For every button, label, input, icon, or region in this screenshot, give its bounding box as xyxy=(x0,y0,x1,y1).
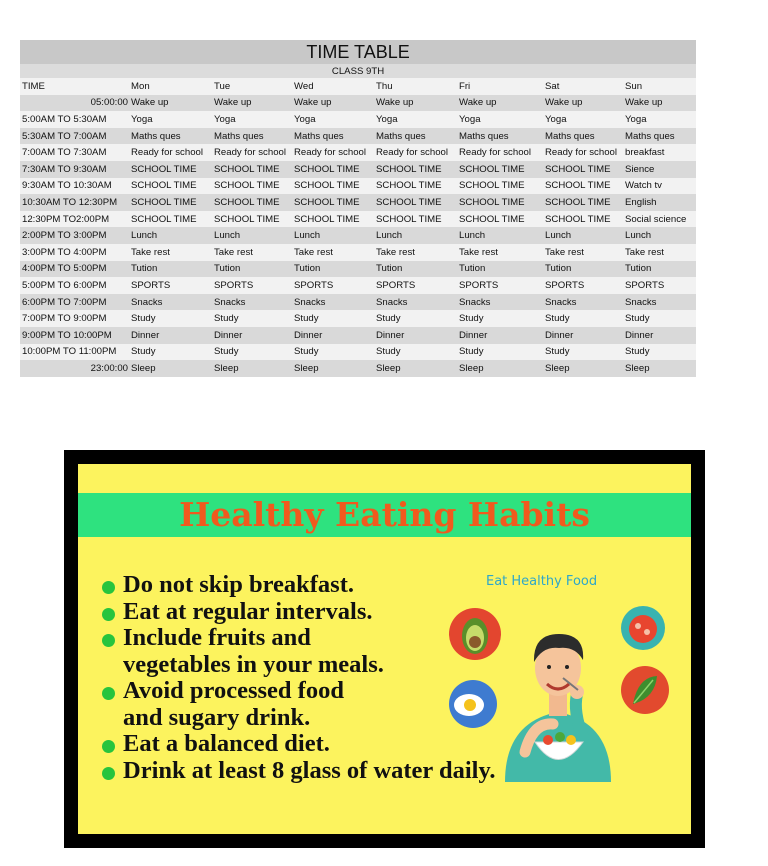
activity-cell: Maths ques xyxy=(623,128,696,145)
activity-cell: SCHOOL TIME xyxy=(457,194,543,211)
tomato-icon xyxy=(621,606,665,650)
activity-cell: SCHOOL TIME xyxy=(129,194,212,211)
tip-text: Eat at regular intervals. xyxy=(123,597,373,625)
column-header: TIME xyxy=(20,78,129,95)
activity-cell: Dinner xyxy=(292,327,374,344)
column-header: Fri xyxy=(457,78,543,95)
activity-cell: Wake up xyxy=(374,95,457,112)
header-row xyxy=(20,78,696,95)
egg-icon xyxy=(449,680,497,728)
activity-cell: SCHOOL TIME xyxy=(457,178,543,195)
activity-cell: Study xyxy=(543,344,623,361)
column-header: Sat xyxy=(543,78,623,95)
activity-cell: Yoga xyxy=(623,111,696,128)
activity-cell: Ready for school xyxy=(292,144,374,161)
activity-cell: Study xyxy=(129,310,212,327)
time-cell: 12:30PM TO2:00PM xyxy=(20,211,129,228)
time-cell: 7:30AM TO 9:30AM xyxy=(20,161,129,178)
activity-cell: Sleep xyxy=(292,360,374,377)
activity-cell: Ready for school xyxy=(374,144,457,161)
activity-cell: SCHOOL TIME xyxy=(543,161,623,178)
activity-cell: Lunch xyxy=(212,227,292,244)
activity-cell: Study xyxy=(543,310,623,327)
activity-cell: Sleep xyxy=(543,360,623,377)
activity-cell: Maths ques xyxy=(212,128,292,145)
timetable xyxy=(20,40,696,377)
activity-cell: Take rest xyxy=(543,244,623,261)
table-row xyxy=(20,327,696,344)
activity-cell: Dinner xyxy=(129,327,212,344)
activity-cell: Yoga xyxy=(543,111,623,128)
activity-cell: SCHOOL TIME xyxy=(292,161,374,178)
activity-cell: Lunch xyxy=(457,227,543,244)
time-cell: 4:00PM TO 5:00PM xyxy=(20,261,129,278)
column-header: Mon xyxy=(129,78,212,95)
activity-cell: Wake up xyxy=(457,95,543,112)
activity-cell: Wake up xyxy=(543,95,623,112)
activity-cell: Sleep xyxy=(623,360,696,377)
activity-cell: Study xyxy=(292,310,374,327)
activity-cell: Study xyxy=(374,310,457,327)
healthy-food-illustration xyxy=(433,572,683,782)
time-cell: 5:30AM TO 7:00AM xyxy=(20,128,129,145)
activity-cell: SCHOOL TIME xyxy=(212,161,292,178)
time-cell: 7:00PM TO 9:00PM xyxy=(20,310,129,327)
bullet-icon xyxy=(102,608,115,621)
activity-cell: SCHOOL TIME xyxy=(457,161,543,178)
activity-cell: English xyxy=(623,194,696,211)
man-eating-salad-icon xyxy=(505,634,611,782)
activity-cell: Ready for school xyxy=(212,144,292,161)
time-cell: 9:00PM TO 10:00PM xyxy=(20,327,129,344)
tip-text: and sugary drink. xyxy=(123,703,311,731)
activity-cell: Yoga xyxy=(457,111,543,128)
activity-cell: Take rest xyxy=(129,244,212,261)
activity-cell: Maths ques xyxy=(292,128,374,145)
activity-cell: SCHOOL TIME xyxy=(543,211,623,228)
table-row xyxy=(20,261,696,278)
time-cell: 23:00:00 xyxy=(20,360,129,377)
time-cell: 7:00AM TO 7:30AM xyxy=(20,144,129,161)
bullet-icon xyxy=(102,634,115,647)
table-row xyxy=(20,344,696,361)
table-row xyxy=(20,161,696,178)
activity-cell: Tution xyxy=(129,261,212,278)
column-header: Sun xyxy=(623,78,696,95)
activity-cell: Snacks xyxy=(212,294,292,311)
activity-cell: Social science xyxy=(623,211,696,228)
bullet-icon xyxy=(102,581,115,594)
activity-cell: Dinner xyxy=(212,327,292,344)
activity-cell: Take rest xyxy=(374,244,457,261)
activity-cell: Tution xyxy=(543,261,623,278)
poster-title-band xyxy=(78,493,691,537)
activity-cell: Snacks xyxy=(543,294,623,311)
activity-cell: SPORTS xyxy=(543,277,623,294)
activity-cell: Tution xyxy=(457,261,543,278)
activity-cell: Take rest xyxy=(212,244,292,261)
activity-cell: Lunch xyxy=(374,227,457,244)
column-header: Tue xyxy=(212,78,292,95)
class-label: CLASS 9TH xyxy=(20,64,696,78)
activity-cell: Study xyxy=(457,310,543,327)
activity-cell: Lunch xyxy=(129,227,212,244)
activity-cell: Sleep xyxy=(212,360,292,377)
timetable-title: TIME TABLE xyxy=(20,40,696,64)
tip-text: Include fruits and xyxy=(123,624,311,651)
activity-cell: SPORTS xyxy=(457,277,543,294)
table-row xyxy=(20,294,696,311)
activity-cell: SCHOOL TIME xyxy=(129,161,212,178)
bullet-icon xyxy=(102,767,115,780)
activity-cell: Study xyxy=(212,310,292,327)
poster-panel xyxy=(78,464,691,834)
bullet-icon xyxy=(102,740,115,753)
activity-cell: SPORTS xyxy=(212,277,292,294)
poster-title: Healthy Eating Habits xyxy=(179,495,590,534)
table-row xyxy=(20,360,696,377)
tip-text: vegetables in your meals. xyxy=(123,650,384,678)
activity-cell: Dinner xyxy=(543,327,623,344)
activity-cell: Snacks xyxy=(374,294,457,311)
activity-cell: SPORTS xyxy=(623,277,696,294)
table-row xyxy=(20,111,696,128)
activity-cell: Ready for school xyxy=(457,144,543,161)
activity-cell: Dinner xyxy=(623,327,696,344)
table-row xyxy=(20,310,696,327)
activity-cell: Snacks xyxy=(457,294,543,311)
activity-cell: Watch tv xyxy=(623,178,696,195)
tip-text: Eat a balanced diet. xyxy=(123,730,330,757)
table-row xyxy=(20,144,696,161)
time-cell: 10:30AM TO 12:30PM xyxy=(20,194,129,211)
activity-cell: Ready for school xyxy=(543,144,623,161)
activity-cell: SCHOOL TIME xyxy=(374,161,457,178)
table-row xyxy=(20,128,696,145)
time-cell: 9:30AM TO 10:30AM xyxy=(20,178,129,195)
activity-cell: Snacks xyxy=(623,294,696,311)
tip-text: Avoid processed food xyxy=(123,677,344,704)
activity-cell: Study xyxy=(457,344,543,361)
activity-cell: SCHOOL TIME xyxy=(543,178,623,195)
activity-cell: SCHOOL TIME xyxy=(212,178,292,195)
table-row xyxy=(20,194,696,211)
activity-cell: Yoga xyxy=(129,111,212,128)
activity-cell: SCHOOL TIME xyxy=(292,211,374,228)
column-header: Thu xyxy=(374,78,457,95)
time-cell: 5:00PM TO 6:00PM xyxy=(20,277,129,294)
tip-text: Drink at least 8 glass of water daily. xyxy=(123,756,496,784)
activity-cell: Wake up xyxy=(129,95,212,112)
activity-cell: Dinner xyxy=(374,327,457,344)
activity-cell: SCHOOL TIME xyxy=(374,178,457,195)
activity-cell: Snacks xyxy=(129,294,212,311)
activity-cell: Wake up xyxy=(212,95,292,112)
activity-cell: Tution xyxy=(623,261,696,278)
column-header: Wed xyxy=(292,78,374,95)
activity-cell: breakfast xyxy=(623,144,696,161)
activity-cell: SCHOOL TIME xyxy=(212,194,292,211)
activity-cell: Lunch xyxy=(292,227,374,244)
activity-cell: Yoga xyxy=(212,111,292,128)
activity-cell: SCHOOL TIME xyxy=(129,178,212,195)
activity-cell: Sleep xyxy=(374,360,457,377)
activity-cell: Wake up xyxy=(292,95,374,112)
avocado-icon xyxy=(449,608,501,660)
activity-cell: Sleep xyxy=(129,360,212,377)
table-row xyxy=(20,277,696,294)
activity-cell: Tution xyxy=(212,261,292,278)
activity-cell: Study xyxy=(623,344,696,361)
time-cell: 05:00:00 xyxy=(20,95,129,112)
activity-cell: Take rest xyxy=(457,244,543,261)
activity-cell: Lunch xyxy=(543,227,623,244)
activity-cell: Dinner xyxy=(457,327,543,344)
activity-cell: Maths ques xyxy=(543,128,623,145)
activity-cell: SCHOOL TIME xyxy=(292,178,374,195)
activity-cell: Take rest xyxy=(292,244,374,261)
activity-cell: Study xyxy=(623,310,696,327)
activity-cell: SCHOOL TIME xyxy=(129,211,212,228)
time-cell: 3:00PM TO 4:00PM xyxy=(20,244,129,261)
table-row xyxy=(20,178,696,195)
activity-cell: Wake up xyxy=(623,95,696,112)
activity-cell: SCHOOL TIME xyxy=(292,194,374,211)
time-cell: 10:00PM TO 11:00PM xyxy=(20,344,129,361)
bullet-icon xyxy=(102,687,115,700)
activity-cell: SCHOOL TIME xyxy=(212,211,292,228)
activity-cell: SCHOOL TIME xyxy=(543,194,623,211)
table-row xyxy=(20,227,696,244)
activity-cell: Ready for school xyxy=(129,144,212,161)
spinach-icon xyxy=(621,666,669,714)
activity-cell: Tution xyxy=(292,261,374,278)
activity-cell: Study xyxy=(129,344,212,361)
activity-cell: Study xyxy=(212,344,292,361)
activity-cell: Maths ques xyxy=(457,128,543,145)
activity-cell: SCHOOL TIME xyxy=(374,211,457,228)
activity-cell: Take rest xyxy=(623,244,696,261)
time-cell: 5:00AM TO 5:30AM xyxy=(20,111,129,128)
activity-cell: Study xyxy=(374,344,457,361)
illustration-label: Eat Healthy Food xyxy=(486,574,598,589)
activity-cell: SCHOOL TIME xyxy=(457,211,543,228)
activity-cell: Study xyxy=(292,344,374,361)
activity-cell: SPORTS xyxy=(129,277,212,294)
activity-cell: SPORTS xyxy=(292,277,374,294)
activity-cell: Yoga xyxy=(374,111,457,128)
table-row xyxy=(20,211,696,228)
table-row xyxy=(20,244,696,261)
tip-text: Do not skip breakfast. xyxy=(123,571,354,598)
healthy-eating-poster xyxy=(64,450,705,848)
activity-cell: Maths ques xyxy=(129,128,212,145)
activity-cell: Maths ques xyxy=(374,128,457,145)
activity-cell: SCHOOL TIME xyxy=(374,194,457,211)
activity-cell: SPORTS xyxy=(374,277,457,294)
activity-cell: Lunch xyxy=(623,227,696,244)
activity-cell: Sleep xyxy=(457,360,543,377)
activity-cell: Tution xyxy=(374,261,457,278)
activity-cell: Sience xyxy=(623,161,696,178)
activity-cell: Yoga xyxy=(292,111,374,128)
time-cell: 6:00PM TO 7:00PM xyxy=(20,294,129,311)
table-row xyxy=(20,95,696,112)
time-cell: 2:00PM TO 3:00PM xyxy=(20,227,129,244)
activity-cell: Snacks xyxy=(292,294,374,311)
